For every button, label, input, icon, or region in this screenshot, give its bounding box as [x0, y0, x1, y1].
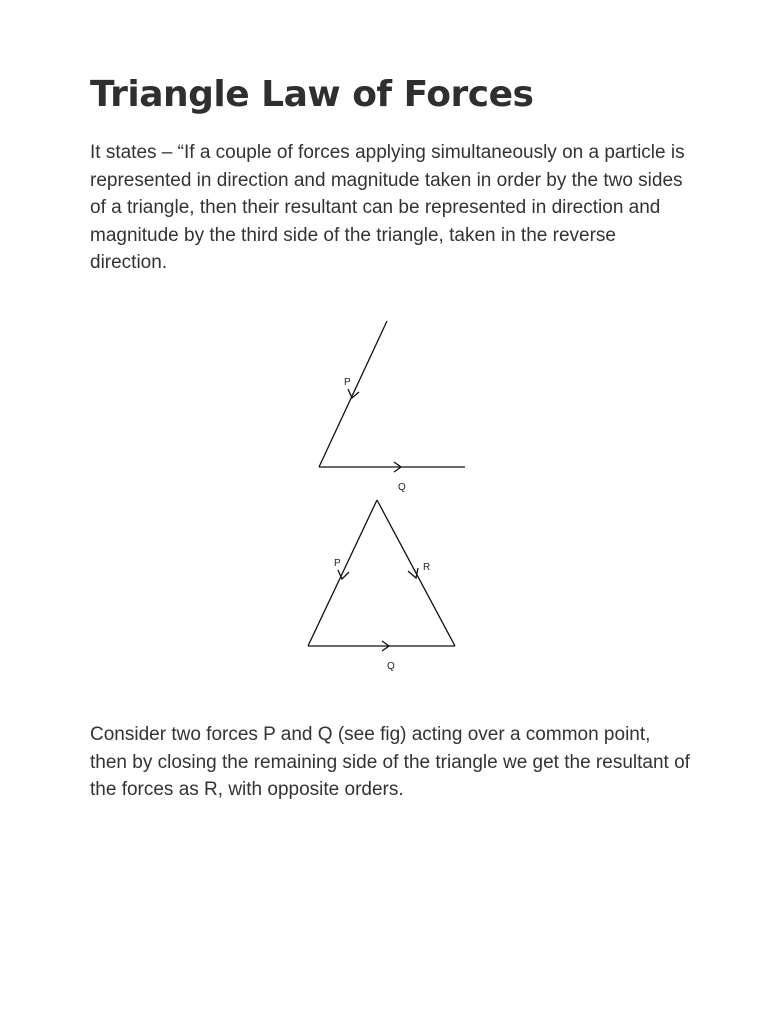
force-p-label: P: [344, 377, 351, 388]
triangle-p-label: P: [334, 558, 341, 569]
triangle-r-arrowhead: [408, 568, 418, 578]
explanation-paragraph: Consider two forces P and Q (see fig) acting over a common point, then by closing the remaining side of the triangle we get the resultant of the forces as R, with opposite orders.: [90, 724, 690, 800]
page-title: Triangle Law of Forces: [90, 74, 534, 115]
triangle-side-r: [377, 500, 455, 646]
force-q-label: Q: [398, 482, 406, 493]
triangle-q-arrowhead: [382, 641, 389, 651]
triangle-side-p: [308, 500, 377, 646]
triangle-p-arrowhead: [338, 570, 349, 579]
force-p-arrowhead: [348, 389, 359, 398]
triangle-r-label: R: [423, 562, 431, 573]
triangle-q-label: Q: [387, 661, 395, 672]
force-p-line: [319, 321, 387, 467]
bottom-triangle-diagram: [308, 500, 455, 672]
top-force-diagram: [319, 321, 465, 493]
force-q-arrowhead: [394, 462, 401, 472]
definition-paragraph: It states – “If a couple of forces applying simultaneously on a particle is represented in direction and magnitude taken in order by the two sides of a triangle, then their resultant can be represented in direction and magnitude by the third side of the triangle, taken in the reverse direction.: [90, 142, 685, 273]
